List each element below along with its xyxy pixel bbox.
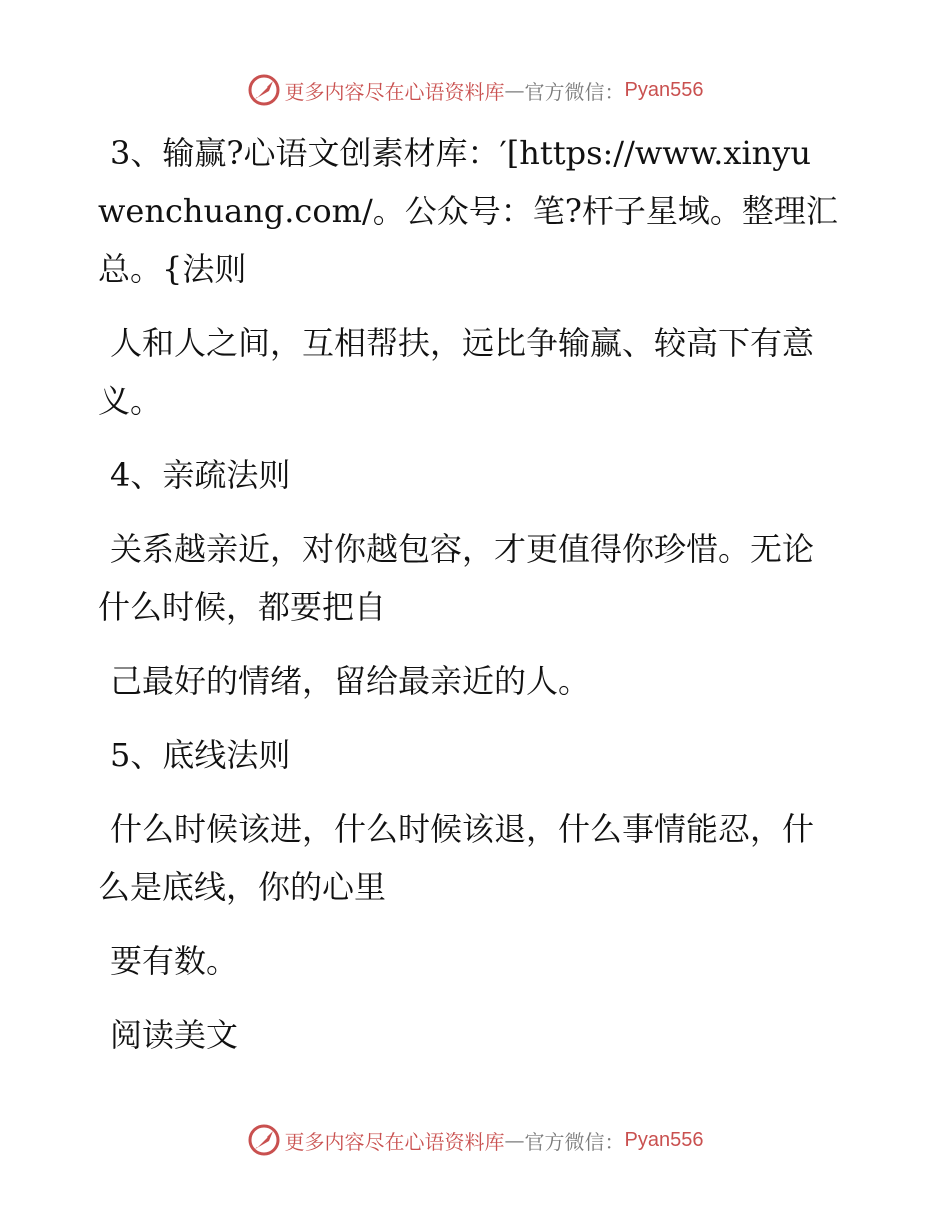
wechat-id: Pyan556 bbox=[624, 1128, 704, 1151]
banner-text: 更多内容尽在心语资料库 bbox=[284, 79, 505, 104]
paragraph: 人和人之间，互相帮扶，远比争输赢、较高下有意义。 bbox=[98, 324, 815, 420]
paragraph: 己最好的情绪，留给最亲近的人。 bbox=[110, 662, 591, 700]
section-heading: 4、亲疏法则 bbox=[110, 456, 291, 494]
banner-dash: — bbox=[504, 78, 525, 102]
paragraph: 什么时候该进，什么时候该退，什么事情能忍，什么是底线，你的心里 bbox=[98, 810, 815, 906]
wechat-label: 官方微信： bbox=[524, 1129, 625, 1154]
paragraph: 3、输赢?心语文创素材库：′[https://www.xinyuwenchuang.com/。公众号：笔?杆子星域。整理汇总。{法则 bbox=[98, 134, 838, 288]
quill-pen-logo-icon bbox=[247, 73, 281, 107]
footer-banner bbox=[0, 1120, 950, 1160]
paragraph: 要有数。 bbox=[110, 942, 239, 980]
wechat-id: Pyan556 bbox=[624, 78, 704, 101]
banner-text: 更多内容尽在心语资料库 bbox=[284, 1129, 505, 1154]
wechat-label: 官方微信： bbox=[524, 79, 625, 104]
section-heading: 5、底线法则 bbox=[110, 736, 291, 774]
quill-pen-logo-icon bbox=[247, 1123, 281, 1157]
banner-dash: — bbox=[504, 1128, 525, 1152]
paragraph: 阅读美文 bbox=[110, 1016, 239, 1054]
paragraph: 关系越亲近，对你越包容，才更值得你珍惜。无论什么时候，都要把自 bbox=[98, 530, 815, 626]
document-body bbox=[98, 124, 838, 1080]
header-banner bbox=[0, 70, 950, 110]
